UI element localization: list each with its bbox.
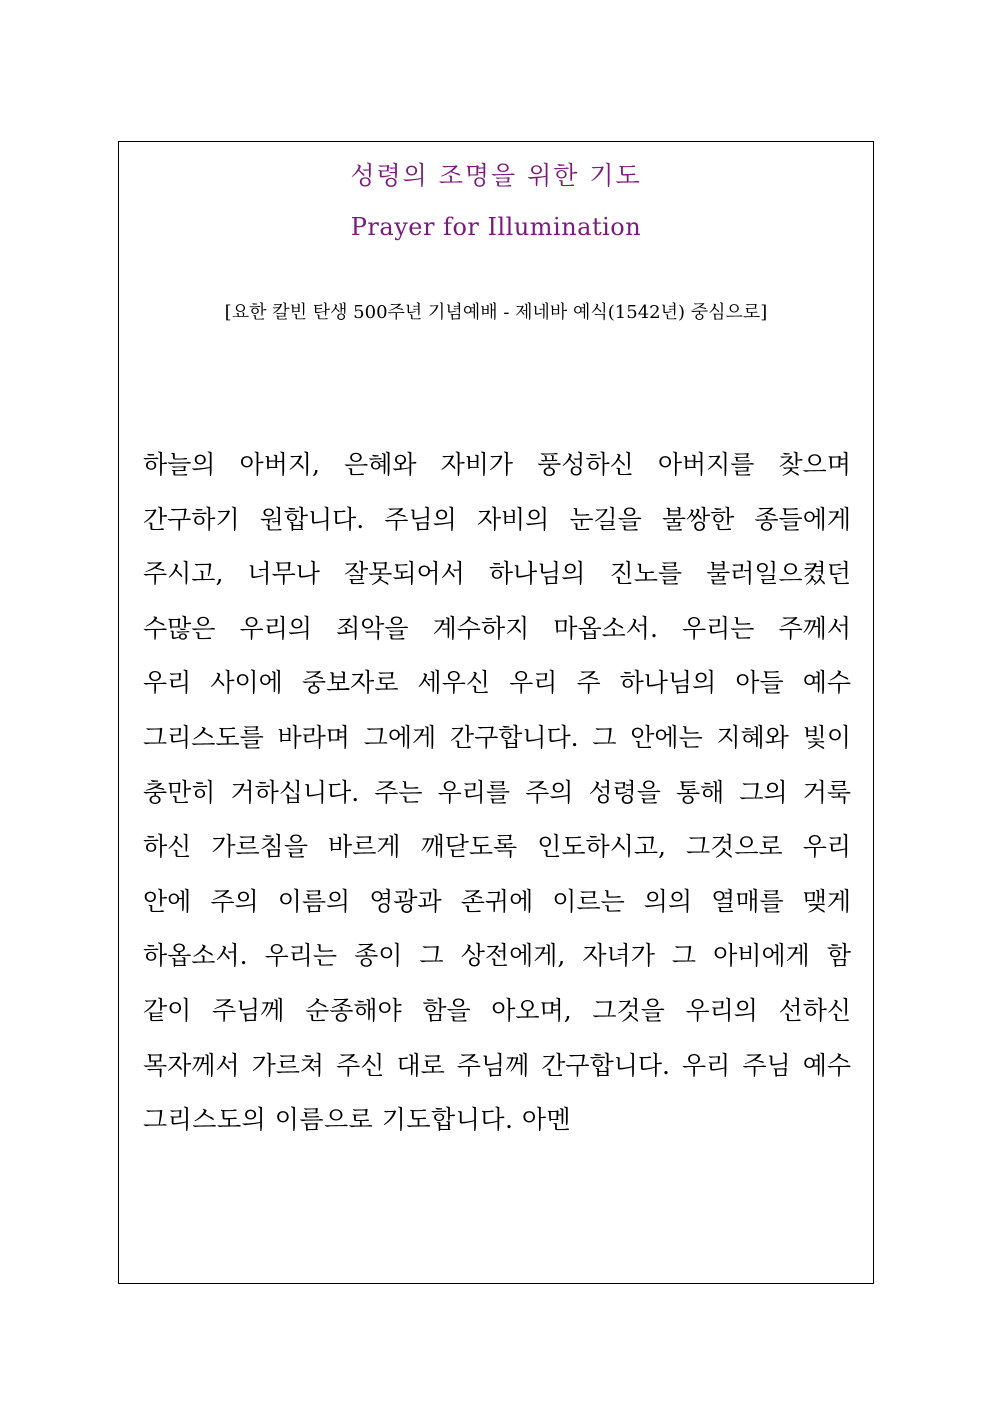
title-korean: 성령의 조명을 위한 기도 xyxy=(350,161,642,190)
body-line: 주시고, 너무나 잘못되어서 하나님의 진노를 불러일으켰던 xyxy=(143,559,851,589)
title-english: Prayer for Illumination xyxy=(350,213,642,241)
body-line: 목자께서 가르쳐 주신 대로 주님께 간구합니다. 우리 주님 예수 xyxy=(143,1050,851,1080)
body-line: 그리스도의 이름으로 기도합니다. 아멘 xyxy=(143,1105,572,1135)
body-line: 우리 사이에 중보자로 세우신 우리 주 하나님의 아들 예수 xyxy=(143,668,851,698)
body-line: 수많은 우리의 죄악을 계수하지 마옵소서. 우리는 주께서 xyxy=(143,613,851,643)
body-line: 하신 가르침을 바르게 깨닫도록 인도하시고, 그것으로 우리 xyxy=(143,832,851,862)
prayer-body xyxy=(143,438,851,1148)
body-line: 하늘의 아버지, 은혜와 자비가 풍성하신 아버지를 찾으며 xyxy=(143,450,851,479)
body-line: 하옵소서. 우리는 종이 그 상전에게, 자녀가 그 아비에게 함 xyxy=(143,941,851,971)
body-line: 간구하기 원합니다. 주님의 자비의 눈길을 불쌍한 종들에게 xyxy=(143,504,851,534)
body-line: 같이 주님께 순종해야 함을 아오며, 그것을 우리의 선하신 xyxy=(143,995,851,1025)
subtitle: [요한 칼빈 탄생 500주년 기념예배 - 제네바 예식(1542년) 중심으로] xyxy=(224,302,768,323)
body-line: 안에 주의 이름의 영광과 존귀에 이르는 의의 열매를 맺게 xyxy=(143,886,851,916)
body-line: 충만히 거하십니다. 주는 우리를 주의 성령을 통해 그의 거룩 xyxy=(143,777,851,807)
body-line: 그리스도를 바라며 그에게 간구합니다. 그 안에는 지혜와 빛이 xyxy=(143,722,851,752)
